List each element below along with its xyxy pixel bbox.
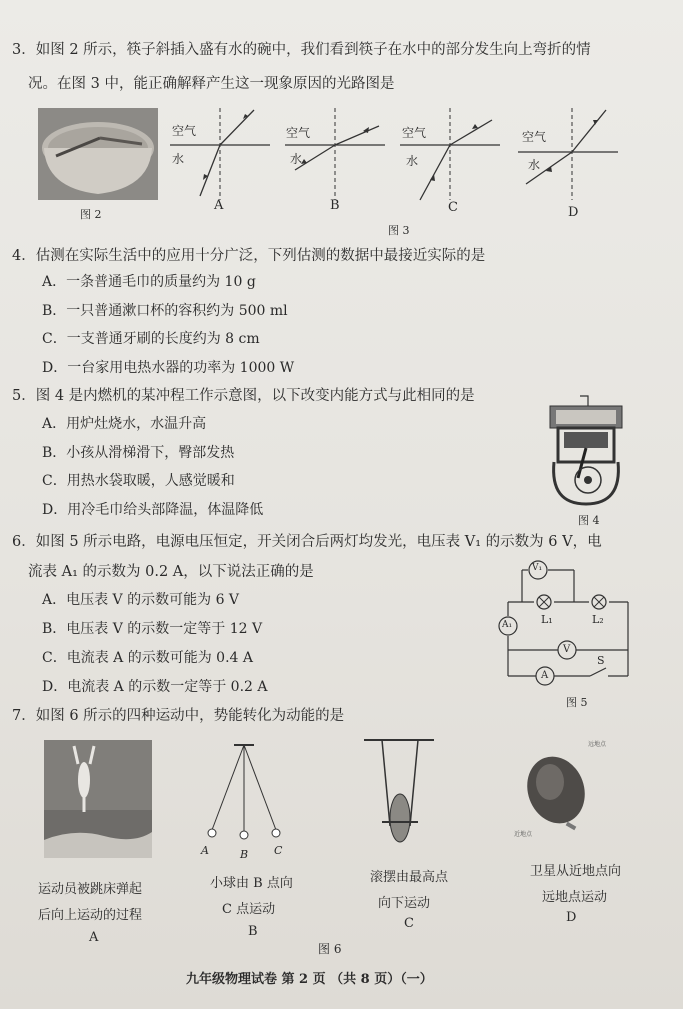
q7-b-caption-line1: 小球由 B 点向 [210, 876, 293, 891]
circuit-l1-label: L₁ [541, 613, 553, 626]
diagram-c-air-label: 空气 [402, 126, 427, 140]
satellite-orbit-diagram [510, 738, 610, 842]
q3-stem-line2: 况。在图 3 中，能正确解释产生这一现象原因的光路图是 [28, 76, 395, 92]
circuit-a1-label: A₁ [502, 620, 513, 630]
q7-b-caption-line2: C 点运动 [222, 902, 276, 917]
circuit-v1-label: V₁ [532, 563, 543, 573]
circuit-switch-label: S [597, 654, 605, 667]
q5-option-c: C．用热水袋取暖，人感觉暖和 [42, 473, 235, 489]
q7-c-letter: C [404, 916, 414, 931]
page-footer: 九年级物理试卷 第 2 页 （共 8 页）（一） [186, 972, 433, 987]
q7-d-caption-line2: 远地点运动 [542, 890, 608, 905]
q7-d-letter: D [566, 910, 577, 925]
q6-option-d: D．电流表 A 的示数一定等于 0.2 A [42, 679, 268, 695]
figure-5-circuit-diagram [494, 560, 634, 690]
q4-option-b: B．一只普通漱口杯的容积约为 500 ml [42, 303, 288, 319]
q7-stem: 7．如图 6 所示的四种运动中，势能转化为动能的是 [12, 708, 345, 724]
diagram-a-air-label: 空气 [172, 124, 197, 138]
diagram-b-air-label: 空气 [286, 126, 311, 140]
q7-c-caption-line1: 滚摆由最高点 [370, 870, 449, 885]
q3-stem-line1: 3．如图 2 所示，筷子斜插入盛有水的碗中，我们看到筷子在水中的部分发生向上弯折的情 [12, 42, 591, 58]
q7-a-letter: A [89, 930, 99, 945]
maxwell-wheel-diagram [360, 736, 440, 852]
figure-2-caption: 图 2 [80, 208, 102, 221]
diagram-b-letter: B [330, 198, 340, 213]
q6-option-c: C．电流表 A 的示数可能为 0.4 A [42, 650, 253, 666]
circuit-a-label: A [541, 670, 549, 681]
diagram-a-water-label: 水 [172, 152, 185, 166]
figure-5-caption: 图 5 [566, 696, 588, 709]
q6-option-b: B．电压表 V 的示数一定等于 12 V [42, 621, 263, 637]
q6-stem-line2: 流表 A₁ 的示数为 0.2 A，以下说法正确的是 [28, 564, 314, 580]
q4-stem: 4．估测在实际生活中的应用十分广泛，下列估测的数据中最接近实际的是 [12, 248, 486, 264]
q7-a-caption-line1: 运动员被跳床弹起 [38, 882, 143, 897]
q5-option-a: A．用炉灶烧水，水温升高 [42, 416, 207, 432]
diagram-b-water-label: 水 [290, 152, 303, 166]
pendulum-point-a: A [201, 844, 209, 857]
q5-option-b: B．小孩从滑梯滑下，臀部发热 [42, 445, 235, 461]
figure-2-bowl-photo [38, 108, 158, 200]
q6-option-a: A．电压表 V 的示数可能为 6 V [42, 592, 240, 608]
circuit-l2-label: L₂ [592, 613, 604, 626]
q5-option-d: D．用冷毛巾给头部降温，体温降低 [42, 502, 264, 518]
q4-option-c: C．一支普通牙刷的长度约为 8 cm [42, 331, 260, 347]
figure-3-caption: 图 3 [388, 224, 410, 237]
q4-option-a: A．一条普通毛巾的质量约为 10 g [42, 274, 256, 290]
diagram-a-letter: A [214, 198, 224, 213]
q7-d-caption-line1: 卫星从近地点向 [530, 864, 622, 879]
q5-stem: 5．图 4 是内燃机的某冲程工作示意图，以下改变内能方式与此相同的是 [12, 388, 475, 404]
svg-text:远地点: 远地点 [588, 741, 607, 748]
q7-b-letter: B [248, 924, 258, 939]
q7-a-caption-line2: 后向上运动的过程 [38, 908, 143, 923]
pendulum-diagram [194, 742, 294, 842]
figure-4-engine-diagram [546, 392, 626, 508]
figure-4-caption: 图 4 [578, 514, 600, 527]
circuit-v-label: V [563, 644, 571, 655]
diagram-c-letter: C [448, 200, 458, 215]
trampoline-athlete-photo [44, 740, 152, 858]
q7-c-caption-line2: 向下运动 [378, 896, 431, 911]
diagram-d-air-label: 空气 [522, 130, 547, 144]
diagram-d-water-label: 水 [528, 158, 541, 172]
svg-text:近地点: 近地点 [514, 831, 533, 838]
diagram-d-letter: D [568, 205, 579, 220]
q6-stem-line1: 6．如图 5 所示电路，电源电压恒定，开关闭合后两灯均发光，电压表 V₁ 的示数为 6 V，电 [12, 534, 602, 550]
figure-6-caption: 图 6 [318, 942, 342, 956]
pendulum-point-c: C [274, 844, 283, 857]
pendulum-point-b: B [240, 848, 249, 861]
q4-option-d: D．一台家用电热水器的功率为 1000 W [42, 360, 295, 376]
diagram-c-water-label: 水 [406, 154, 419, 168]
